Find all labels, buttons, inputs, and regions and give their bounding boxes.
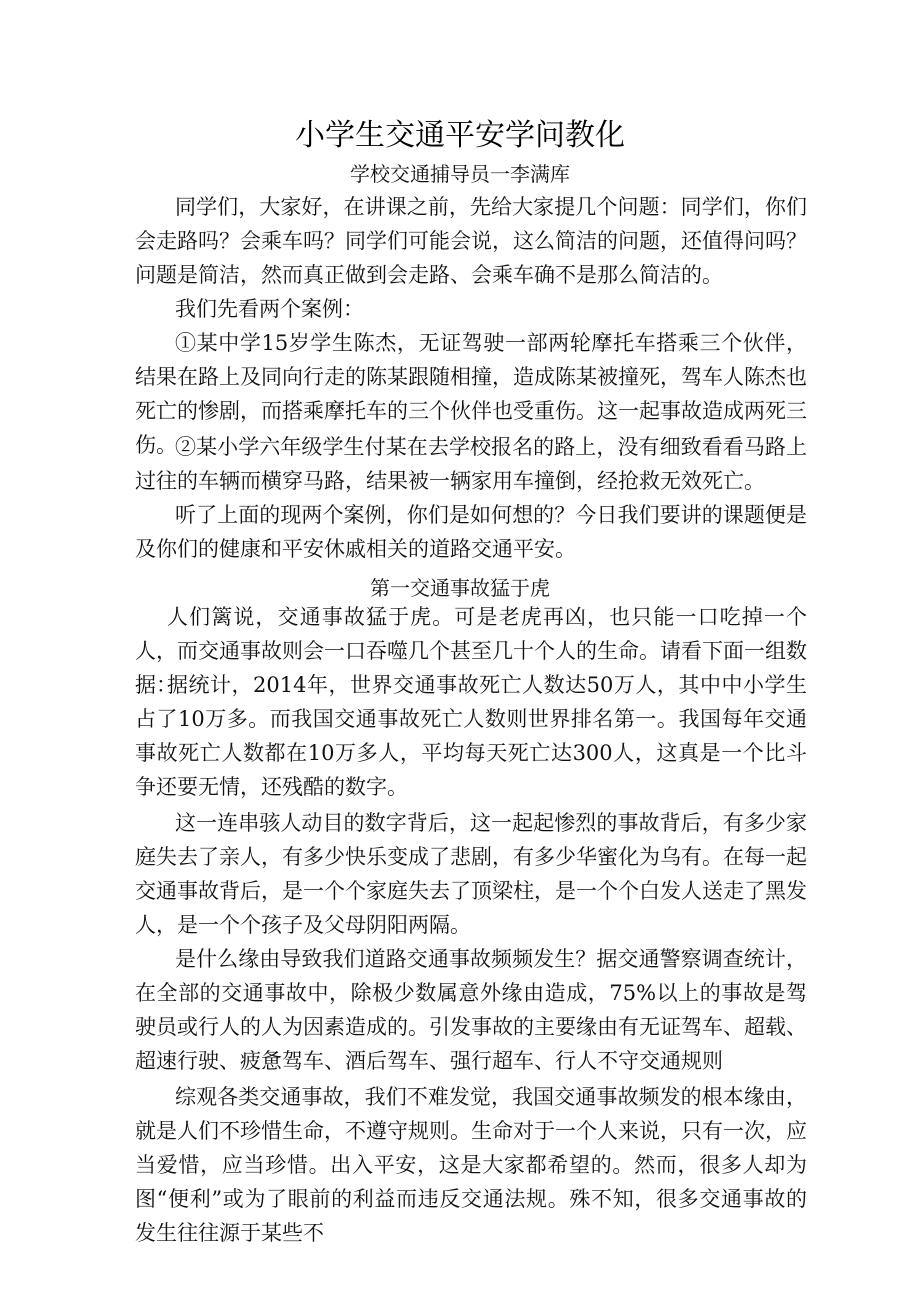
author-line: 学校交通捕导员一李满库 [350,162,570,186]
section-heading: 第一交通事故猛于虎 [370,576,550,600]
paragraph-causes: 是什么缘由导致我们道路交通事故频频发生？据交通警察调查统计，在全部的交通事故中，除极少数属意外缘由造成，75%以上的事故是驾驶员或行人的人为因素造成的。引发事故的主要缘由有无证驾车、超载、超速行驶、疲惫驾车、酒后驾车、强行超车、行人不守交通规则 [135,947,807,1073]
paragraph-cases-intro: 我们先看两个案例： [175,297,364,321]
paragraph-intro: 同学们，大家好，在讲课之前，先给大家提几个问题：同学们，你们会走路吗？会乘车吗？同学们可能会说，这么简洁的问题，还值得问吗？问题是简洁，然而真正做到会走路、会乘车确不是那么简洁的。 [135,195,807,287]
paragraph-root-cause: 综观各类交通事故，我们不难发觉，我国交通事故频发的根本缘由，就是人们不珍惜生命，不遵守规则。生命对于一个人来说，只有一次，应当爱惜，应当珍惜。出入平安，这是大家都希望的。然而，很多人却为图“便利”或为了眼前的利益而违反交通法规。殊不知，很多交通事故的发生往往源于某些不 [135,1085,807,1245]
document-title: 小学生交通平安学问教化 [295,118,625,153]
paragraph-statistics: 据统计，2014年，世界交通事故死亡人数达50万人，其中中小学生占了10万多。而我国交通事故死亡人数则世界排名第一。我国每年交通事故死亡人数都在10万多人，平均每天死亡达300人，这真是一个比斗争还要无情，还残酷的数字。 [135,673,807,799]
paragraph-consequences: 这一连串骇人动目的数字背后，这一起起惨烈的事故背后，有多少家庭失去了亲人，有多少快乐变成了悲剧，有多少华蜜化为乌有。在每一起交通事故背后，是一个个家庭失去了顶梁柱，是一个个白发人送走了黑发人，是一个个孩子及父母阴阳两隔。 [135,811,807,937]
paragraph-case-1: ①某中学15岁学生陈杰，无证驾驶一部两轮摩托车搭乘三个伙伴，结果在路上及同向行走的陈某跟随相撞，造成陈某被撞死，驾车人陈杰也死亡的惨剧，而搭乘摩托车的三个伙伴也受重伤。这一起事故造成两死三伤。 [135,331,807,457]
paragraph-reflection: 听了上面的现两个案例，你们是如何想的？今日我们要讲的课题便是及你们的健康和平安休戚相关的道路交通平安。 [135,503,807,561]
paragraph-tiger: 人们篱说，交通事故猛于虎。可是老虎再凶，也只能一口吃掉一个人，而交通事故则会一口吞噬几个甚至几十个人的生命。请看下面一组数据： [135,605,807,697]
paragraph-case-2: ②某小学六年级学生付某在去学校报名的路上，没有细致看看马路上过往的车辆而横穿马路，结果被一辆家用车撞倒，经抢救无效死亡。 [135,435,807,493]
